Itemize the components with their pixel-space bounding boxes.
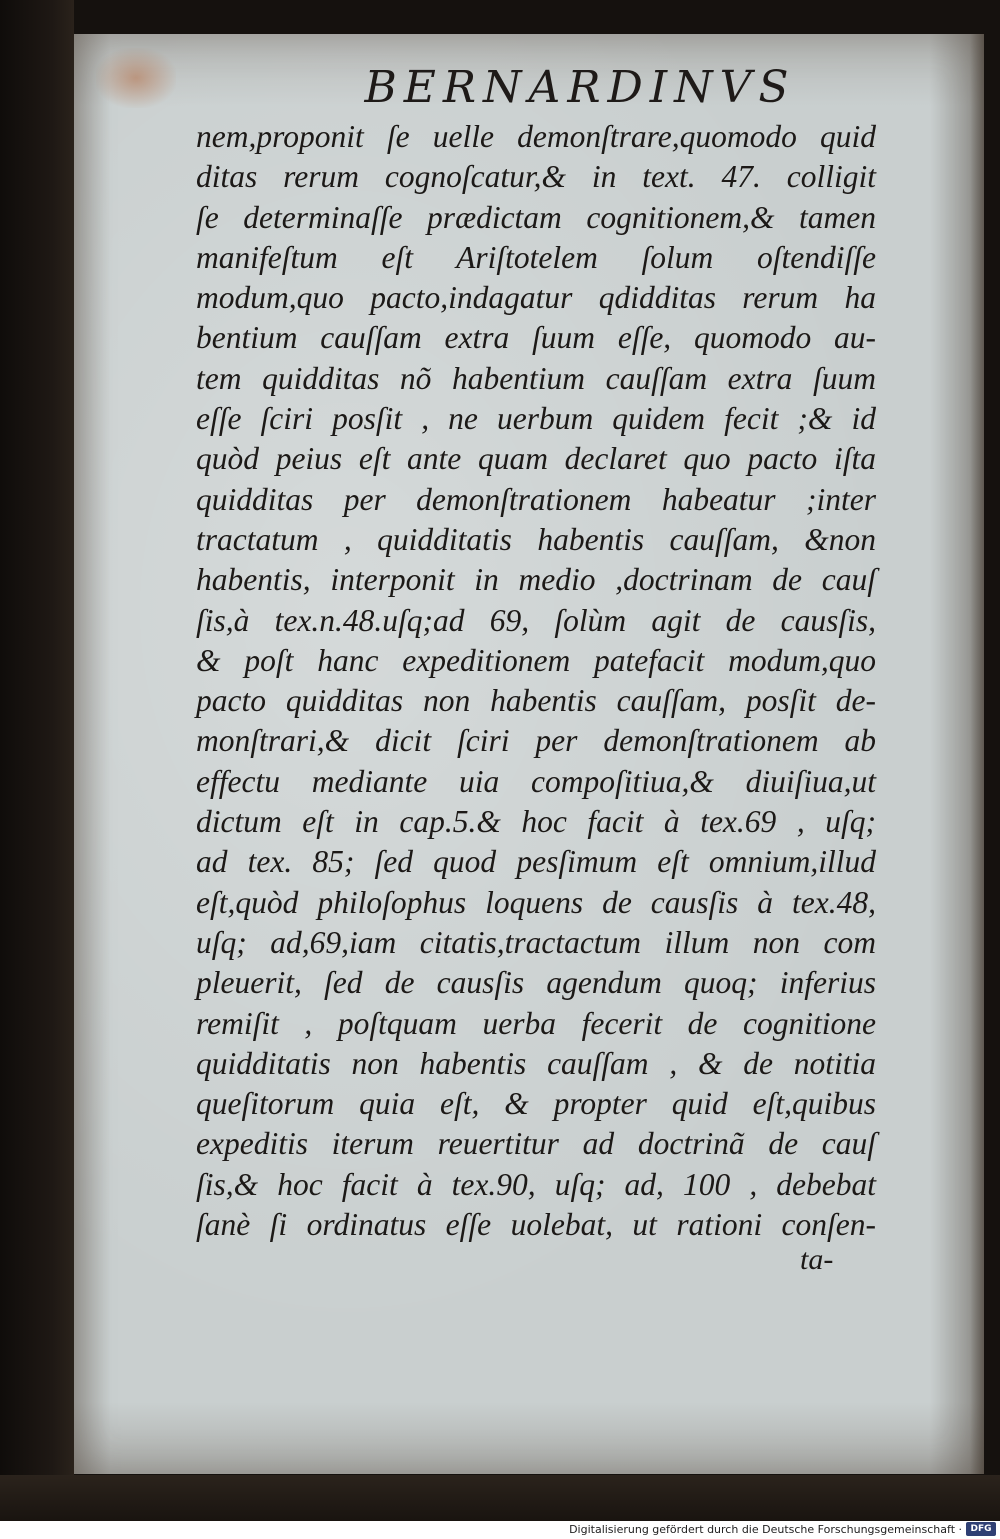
text-line: bentium cauſſam extra ſuum eſſe, quomodo au- <box>196 320 876 356</box>
text-line: uſq; ad,69,iam citatis,tractactum illum non com <box>196 924 876 960</box>
text-line: remiſit , poſtquam uerba fecerit de cognitione <box>196 1005 876 1041</box>
running-head: BERNARDINVS <box>364 62 796 113</box>
text-line: ſe determinaſſe prædictam cognitionem,& tamen <box>196 199 876 235</box>
text-line: pleuerit, ſed de causſis agendum quoq; inferius <box>196 965 876 1001</box>
text-line: quòd peius eſt ante quam declaret quo pacto iſta <box>196 441 876 477</box>
page-edge-shadow <box>970 34 984 1474</box>
text-line: ſanè ſi ordinatus eſſe uolebat, ut rationi conſen- <box>196 1207 876 1243</box>
text-line: dictum eſt in cap.5.& hoc facit à tex.69 , uſq; <box>196 804 876 840</box>
dfg-logo-icon: DFG <box>966 1522 996 1536</box>
text-line: quidditatis non habentis cauſſam , & de notitia <box>196 1045 876 1081</box>
catchword: ta- <box>800 1243 834 1276</box>
text-line: eſſe ſciri posſit , ne uerbum quidem fecit ;& id <box>196 401 876 437</box>
text-line: manifeſtum eſt Ariſtotelem ſolum oſtendiſſe <box>196 239 876 275</box>
text-line: ſis,& hoc facit à tex.90, uſq; ad, 100 , debebat <box>196 1166 876 1202</box>
text-line: & poſt hanc expeditionem patefacit modum,quo <box>196 642 876 678</box>
text-line: nem,proponit ſe uelle demonſtrare,quomodo quid <box>196 119 876 154</box>
page-stain <box>96 48 176 108</box>
text-line: pacto quidditas non habentis cauſſam, posſit de- <box>196 683 876 719</box>
text-line: habentis, interponit in medio ,doctrinam de cauſ <box>196 562 876 598</box>
text-line: modum,quo pacto,indagatur qdidditas rerum ha <box>196 280 876 316</box>
text-line: expeditis iterum reuertitur ad doctrinã de cauſ <box>196 1126 876 1162</box>
text-line: tractatum , quidditatis habentis cauſſam, &non <box>196 521 876 557</box>
text-line: ad tex. 85; ſed quod pesſimum eſt omnium,illud <box>196 844 876 880</box>
footer-credit: Digitalisierung gefördert durch die Deutsche Forschungsgemeinschaft · <box>569 1523 962 1536</box>
text-line: ditas rerum cognoſcatur,& in text. 47. colligit <box>196 159 876 195</box>
text-line: ſis,à tex.n.48.uſq;ad 69, ſolùm agit de causſis, <box>196 602 876 638</box>
text-line: tem quidditas nõ habentium cauſſam extra ſuum <box>196 360 876 396</box>
text-line: effectu mediante uia compoſitiua,& diuiſiua,ut <box>196 763 876 799</box>
text-line: eſt,quòd philoſophus loquens de causſis à tex.48, <box>196 884 876 920</box>
binding-board <box>0 0 74 1539</box>
text-line: queſitorum quia eſt, & propter quid eſt,quibus <box>196 1086 876 1122</box>
text-line: monſtrari,& dicit ſciri per demonſtrationem ab <box>196 723 876 759</box>
text-line: quidditas per demonſtrationem habeatur ;inter <box>196 481 876 517</box>
body-text <box>196 117 876 1245</box>
